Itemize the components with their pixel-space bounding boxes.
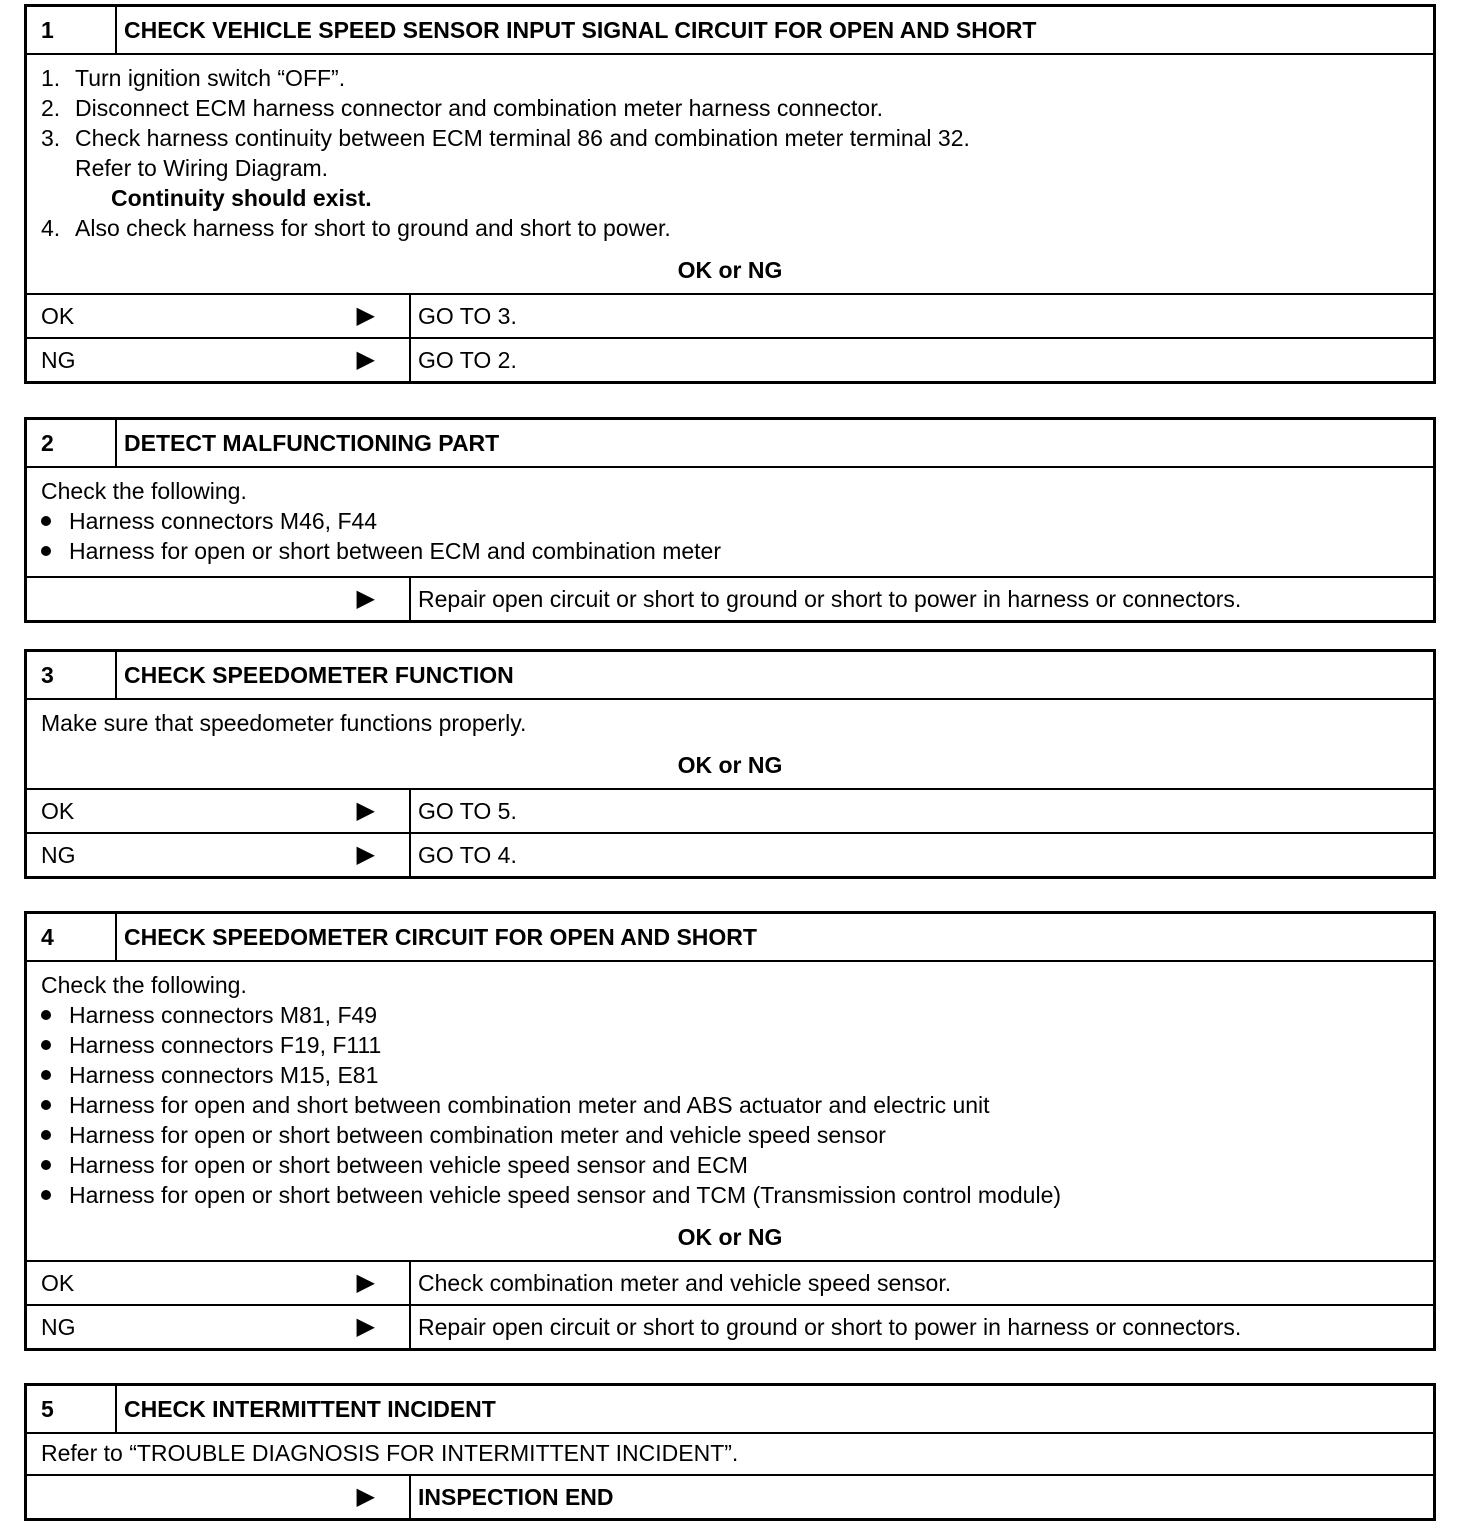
instruction-line	[41, 213, 1419, 243]
result-row	[27, 788, 1433, 832]
step-body	[27, 468, 1433, 576]
step-number: 4	[27, 914, 117, 960]
list-item	[41, 1180, 1419, 1210]
ok-or-ng-label: OK or NG	[677, 1224, 783, 1250]
step-title: DETECT MALFUNCTIONING PART	[124, 430, 500, 456]
arrow-right-icon: ▶	[356, 1269, 375, 1296]
result-action: GO TO 2.	[418, 347, 517, 373]
step-number: 5	[27, 1386, 117, 1432]
bullet-icon	[41, 506, 69, 536]
result-label	[27, 1262, 411, 1304]
step-header	[27, 420, 1433, 468]
result-label	[27, 1476, 411, 1518]
line-marker: 1.	[41, 65, 61, 91]
instruction-line	[41, 63, 1419, 93]
arrow-right-icon: ▶	[356, 1483, 375, 1510]
arrow-right-icon: ▶	[356, 346, 375, 373]
bullet-icon	[41, 536, 69, 566]
step-number: 2	[27, 420, 117, 466]
step-1	[24, 4, 1436, 384]
result-label	[27, 578, 411, 620]
list-item	[41, 1090, 1419, 1120]
result-text: OK	[41, 798, 75, 824]
result-action: Repair open circuit or short to ground or short to power in harness or connectors.	[418, 1314, 1242, 1340]
step-header	[27, 7, 1433, 55]
result-row	[27, 1260, 1433, 1304]
bullet-text: Harness connectors F19, F111	[69, 1032, 382, 1058]
arrow-right-icon: ▶	[356, 797, 375, 824]
arrow-right-icon: ▶	[356, 1313, 375, 1340]
line-text: Check harness continuity between ECM terminal 86 and combination meter terminal 32.	[75, 125, 970, 151]
result-action: Repair open circuit or short to ground or short to power in harness or connectors.	[418, 586, 1242, 612]
step-title: CHECK SPEEDOMETER FUNCTION	[124, 662, 514, 688]
result-row	[27, 576, 1433, 620]
intro-text: Refer to “TROUBLE DIAGNOSIS FOR INTERMITTENT INCIDENT”.	[41, 1440, 739, 1466]
list-item	[41, 506, 1419, 536]
step-header	[27, 652, 1433, 700]
line-marker: 4.	[41, 215, 61, 241]
bullet-text: Harness connectors M46, F44	[69, 508, 378, 534]
arrow-right-icon: ▶	[356, 302, 375, 329]
step-number: 3	[27, 652, 117, 698]
step-body	[27, 700, 1433, 788]
intro-text: Check the following.	[41, 478, 247, 504]
step-5	[24, 1383, 1436, 1521]
result-action: Check combination meter and vehicle speed sensor.	[418, 1270, 952, 1296]
result-row	[27, 1304, 1433, 1348]
bullet-text: Harness for open or short between vehicle speed sensor and ECM	[69, 1152, 748, 1178]
result-action: GO TO 5.	[418, 798, 517, 824]
list-item	[41, 1000, 1419, 1030]
bullet-icon	[41, 1060, 69, 1090]
arrow-right-icon: ▶	[356, 841, 375, 868]
bullet-icon	[41, 1030, 69, 1060]
line-text: Also check harness for short to ground and short to power.	[75, 215, 671, 241]
intro-text: Check the following.	[41, 972, 247, 998]
step-header	[27, 1386, 1433, 1434]
list-item	[41, 1030, 1419, 1060]
instruction-line	[41, 93, 1419, 123]
result-label	[27, 834, 411, 876]
result-text: OK	[41, 303, 75, 329]
step-4	[24, 911, 1436, 1351]
line-text: Disconnect ECM harness connector and combination meter harness connector.	[75, 95, 883, 121]
list-item	[41, 1120, 1419, 1150]
result-action: GO TO 3.	[418, 303, 517, 329]
result-row	[27, 293, 1433, 337]
bullet-text: Harness for open or short between vehicle speed sensor and TCM (Transmission control module)	[69, 1182, 1062, 1208]
list-item	[41, 536, 1419, 566]
instruction-line	[41, 123, 1419, 153]
intro-text: Make sure that speedometer functions properly.	[41, 710, 527, 736]
line-marker: 3.	[41, 125, 61, 151]
bullet-text: Harness for open or short between combination meter and vehicle speed sensor	[69, 1122, 886, 1148]
list-item	[41, 1060, 1419, 1090]
result-row	[27, 1474, 1433, 1518]
result-text: NG	[41, 842, 76, 868]
step-title: CHECK SPEEDOMETER CIRCUIT FOR OPEN AND SHORT	[124, 924, 757, 950]
line-marker: 2.	[41, 95, 61, 121]
line-text: Turn ignition switch “OFF”.	[75, 65, 346, 91]
step-3	[24, 649, 1436, 879]
result-row	[27, 832, 1433, 876]
result-label	[27, 790, 411, 832]
bullet-text: Harness connectors M81, F49	[69, 1002, 378, 1028]
step-body	[27, 962, 1433, 1260]
bullet-text: Harness connectors M15, E81	[69, 1062, 379, 1088]
list-item	[41, 1150, 1419, 1180]
step-title: CHECK INTERMITTENT INCIDENT	[124, 1396, 496, 1422]
result-label	[27, 339, 411, 381]
step-body	[27, 55, 1433, 293]
bullet-icon	[41, 1000, 69, 1030]
result-label	[27, 1306, 411, 1348]
bullet-icon	[41, 1150, 69, 1180]
step-2	[24, 417, 1436, 623]
bullet-icon	[41, 1180, 69, 1210]
result-text: OK	[41, 1270, 75, 1296]
arrow-right-icon: ▶	[356, 585, 375, 612]
result-row	[27, 337, 1433, 381]
result-text: NG	[41, 1314, 76, 1340]
bullet-icon	[41, 1090, 69, 1120]
step-title: CHECK VEHICLE SPEED SENSOR INPUT SIGNAL CIRCUIT FOR OPEN AND SHORT	[124, 17, 1037, 43]
bullet-text: Harness for open and short between combination meter and ABS actuator and electric unit	[69, 1092, 990, 1118]
ok-or-ng-label: OK or NG	[677, 257, 783, 283]
continuity-note: Continuity should exist.	[111, 185, 372, 211]
step-number: 1	[27, 7, 117, 53]
step-body	[27, 1434, 1433, 1474]
step-header	[27, 914, 1433, 962]
instruction-line: Refer to Wiring Diagram.	[75, 155, 329, 181]
ok-or-ng-label: OK or NG	[677, 752, 783, 778]
result-action: GO TO 4.	[418, 842, 517, 868]
result-label	[27, 295, 411, 337]
result-action: INSPECTION END	[418, 1484, 614, 1510]
result-text: NG	[41, 347, 76, 373]
bullet-icon	[41, 1120, 69, 1150]
bullet-text: Harness for open or short between ECM and combination meter	[69, 538, 721, 564]
